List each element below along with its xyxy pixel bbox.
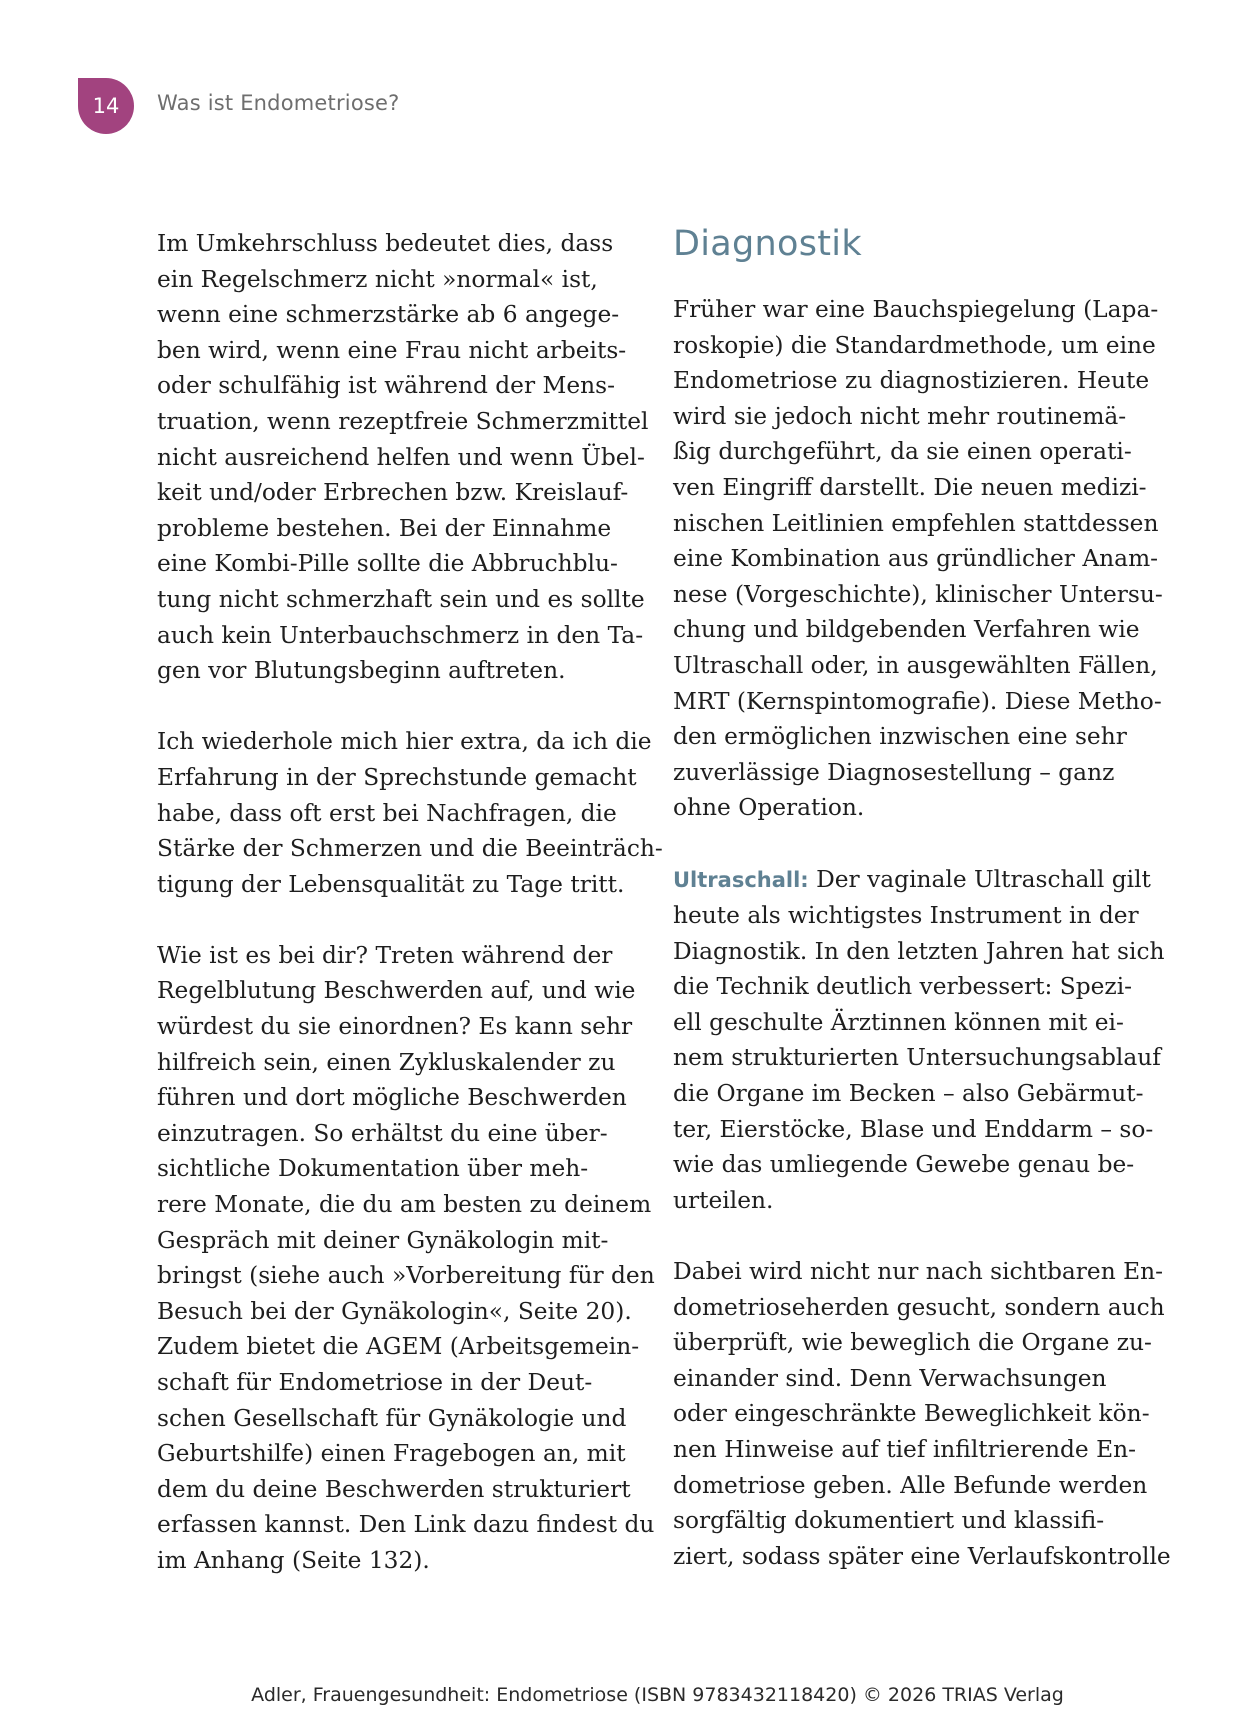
text-line: roskopie) die Standardmethode, um eine bbox=[673, 331, 1156, 359]
paragraph bbox=[157, 226, 649, 689]
text-line: nicht ausreichend helfen und wenn Übel- bbox=[157, 443, 645, 471]
text-line: ben wird, wenn eine Frau nicht arbeits- bbox=[157, 336, 627, 364]
text-line: einzutragen. So erhältst du eine über- bbox=[157, 1119, 608, 1147]
text-line: habe, dass oft erst bei Nachfragen, die bbox=[157, 799, 617, 827]
text-line: den ermöglichen inzwischen eine sehr bbox=[673, 723, 1127, 751]
paragraph bbox=[673, 1254, 1171, 1574]
text-line: dometrioseherden gesucht, sondern auch bbox=[673, 1293, 1165, 1321]
text-line: nen Hinweise auf tief infiltrierende En- bbox=[673, 1436, 1136, 1463]
text-line: Wie ist es bei dir? Treten während der bbox=[157, 941, 613, 969]
text-line: überprüft, wie beweglich die Organe zu- bbox=[673, 1329, 1152, 1357]
text-line: sorgfältig dokumentiert und klassifi- bbox=[673, 1507, 1105, 1535]
text-line: die Organe im Becken – also Gebärmut- bbox=[673, 1080, 1144, 1108]
text-line: truation, wenn rezeptfreie Schmerzmittel bbox=[157, 407, 649, 435]
text-line: Regelblutung Beschwerden auf, und wie bbox=[157, 977, 636, 1005]
text-line: dem du deine Beschwerden strukturiert bbox=[157, 1475, 631, 1503]
text-line: Ultraschall oder, in ausgewählten Fällen, bbox=[673, 651, 1158, 679]
text-line: schen Gesellschaft für Gynäkologie und bbox=[157, 1404, 627, 1432]
text-line: gen vor Blutungsbeginn auftreten. bbox=[157, 657, 566, 685]
text-line: schaft für Endometriose in der Deut- bbox=[157, 1369, 593, 1396]
text-line: bringst (siehe auch »Vorbereitung für den bbox=[157, 1262, 655, 1290]
text-line: Geburtshilfe) einen Fragebogen an, mit bbox=[157, 1440, 626, 1468]
paragraph bbox=[673, 292, 1163, 826]
text-line: nem strukturierten Untersuchungsablauf bbox=[673, 1044, 1161, 1072]
text-line: oder schulfähig ist während der Mens- bbox=[157, 372, 615, 400]
left-column bbox=[157, 226, 663, 1614]
text-line: MRT (Kernspintomografie). Diese Metho- bbox=[673, 687, 1162, 715]
text-line: ell geschulte Ärztinnen können mit ei- bbox=[673, 1008, 1124, 1036]
right-column bbox=[673, 222, 1171, 1610]
text-line: ven Eingriff darstellt. Die neuen medizi- bbox=[673, 473, 1147, 501]
paragraph bbox=[157, 938, 655, 1579]
paragraph bbox=[157, 724, 663, 902]
text-line: nese (Vorgeschichte), klinischer Untersu- bbox=[673, 580, 1163, 608]
text-line: Stärke der Schmerzen und die Beeinträch- bbox=[157, 835, 663, 863]
text-line: würdest du sie einordnen? Es kann sehr bbox=[157, 1013, 633, 1041]
text-line: wird sie jedoch nicht mehr routinemä- bbox=[673, 402, 1127, 430]
section-heading: Diagnostik bbox=[673, 224, 862, 264]
text-line: tigung der Lebensqualität zu Tage tritt. bbox=[157, 870, 625, 898]
text-line: rere Monate, die du am besten zu deinem bbox=[157, 1191, 652, 1219]
text-line: Besuch bei der Gynäkologin«, Seite 20). bbox=[157, 1297, 632, 1325]
text-line: Früher war eine Bauchspiegelung (Lapa- bbox=[673, 296, 1159, 323]
text-line bbox=[673, 862, 1153, 899]
text-line: auch kein Unterbauchschmerz in den Ta- bbox=[157, 621, 644, 649]
text-line: ziert, sodass später eine Verlaufskontrolle bbox=[673, 1542, 1171, 1570]
text-line: keit und/oder Erbrechen bzw. Kreislauf- bbox=[157, 479, 629, 507]
running-title: Was ist Endometriose? bbox=[157, 91, 400, 115]
text-line: eine Kombination aus gründlicher Anam- bbox=[673, 545, 1159, 573]
text-line: Gespräch mit deiner Gynäkologin mit- bbox=[157, 1226, 609, 1254]
text-line: die Technik deutlich verbessert: Spezi- bbox=[673, 973, 1133, 1001]
text-line: wenn eine schmerzstärke ab 6 angege- bbox=[157, 301, 620, 329]
text-line: Endometriose zu diagnostizieren. Heute bbox=[673, 367, 1150, 395]
page-number: 14 bbox=[92, 94, 120, 118]
text-line: Zudem bietet die AGEM (Arbeitsgemein- bbox=[157, 1333, 640, 1361]
text-line: Erfahrung in der Sprechstunde gemacht bbox=[157, 763, 637, 791]
footer-copyright: Adler, Frauengesundheit: Endometriose (ISBN 9783432118420) © 2026 TRIAS Verlag bbox=[251, 1684, 1064, 1706]
page-number-badge bbox=[78, 78, 134, 134]
text-line: erfassen kannst. Den Link dazu findest du bbox=[157, 1511, 655, 1539]
text-line: probleme bestehen. Bei der Einnahme bbox=[157, 514, 612, 542]
text-line-rest: Der vaginale Ultraschall gilt bbox=[808, 865, 1151, 893]
text-line: urteilen. bbox=[673, 1186, 774, 1214]
text-line: einander sind. Denn Verwachsungen bbox=[673, 1364, 1107, 1392]
text-line: sichtliche Dokumentation über meh- bbox=[157, 1155, 589, 1183]
text-line: tung nicht schmerzhaft sein und es sollte bbox=[157, 585, 645, 613]
text-line: wie das umliegende Gewebe genau be- bbox=[673, 1151, 1135, 1179]
text-line: ter, Eierstöcke, Blase und Enddarm – so- bbox=[673, 1115, 1154, 1143]
text-line: führen und dort mögliche Beschwerden bbox=[157, 1084, 627, 1112]
text-line: Diagnostik. In den letzten Jahren hat sich bbox=[673, 937, 1165, 965]
paragraph bbox=[673, 862, 1165, 1219]
text-line: Dabei wird nicht nur nach sichtbaren En- bbox=[673, 1258, 1163, 1286]
text-line: im Anhang (Seite 132). bbox=[157, 1546, 430, 1574]
text-line: chung und bildgebenden Verfahren wie bbox=[673, 616, 1140, 644]
text-line: eine Kombi-Pille sollte die Abbruchblu- bbox=[157, 550, 618, 578]
text-line: ein Regelschmerz nicht »normal« ist, bbox=[157, 265, 598, 293]
text-line: dometriose geben. Alle Befunde werden bbox=[673, 1471, 1148, 1499]
text-line: hilfreich sein, einen Zykluskalender zu bbox=[157, 1048, 616, 1076]
paragraph-label: Ultraschall: bbox=[673, 867, 809, 892]
text-line: nischen Leitlinien empfehlen stattdessen bbox=[673, 509, 1159, 537]
text-line: Ich wiederhole mich hier extra, da ich die bbox=[157, 728, 652, 756]
text-line: ßig durchgeführt, da sie einen operati- bbox=[673, 438, 1132, 466]
text-line: Im Umkehrschluss bedeutet dies, dass bbox=[157, 230, 614, 257]
text-line: ohne Operation. bbox=[673, 794, 865, 822]
text-line: heute als wichtigstes Instrument in der bbox=[673, 902, 1139, 930]
text-line: oder eingeschränkte Beweglichkeit kön- bbox=[673, 1400, 1150, 1428]
text-line: zuverlässige Diagnosestellung – ganz bbox=[673, 758, 1115, 786]
